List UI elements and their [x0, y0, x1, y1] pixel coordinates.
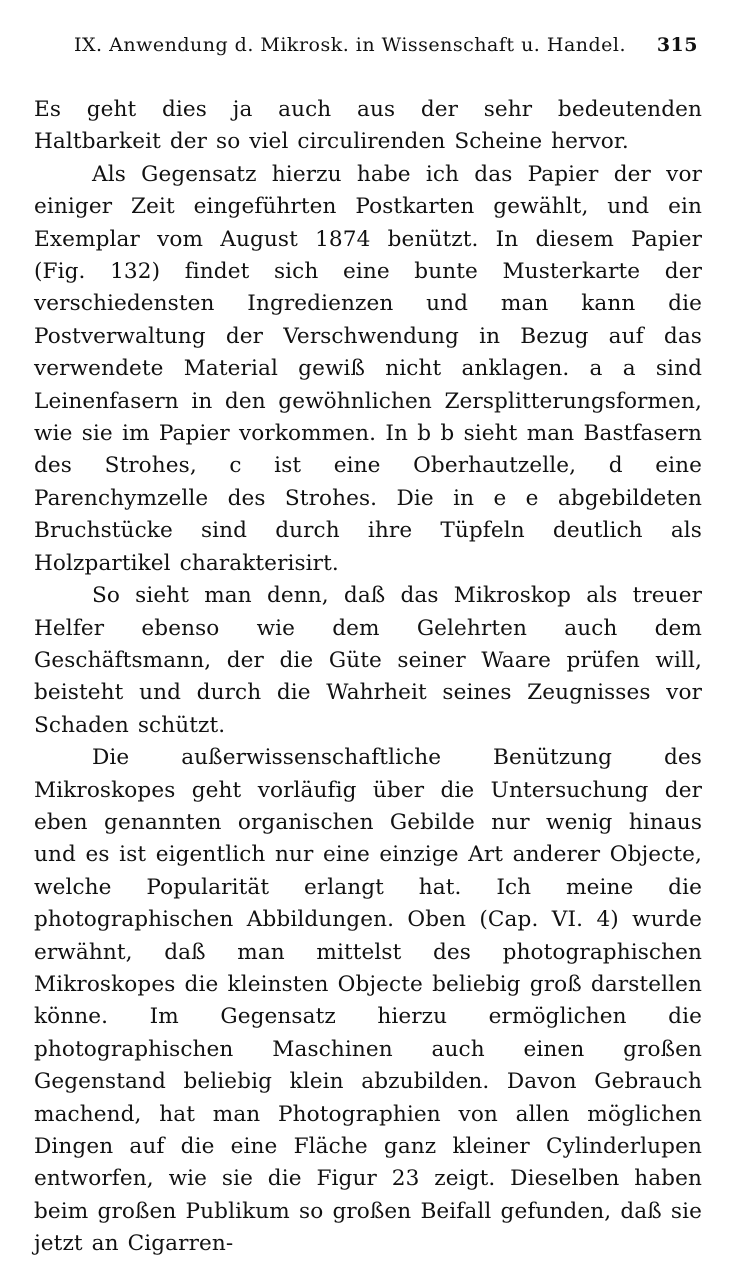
running-head	[34, 34, 702, 64]
paragraph-photographic-images: Die außerwissenschaftliche Benützung des Mikroskopes geht vorläufig über die Untersuchung der eben genannten organischen Gebilde nur wenig hinaus und es ist eigentlich nur eine einzige Art anderer Objecte, welche Popularität erlangt hat. Ich meine die photographischen Abbildungen. Oben (Cap. VI. 4) wurde erwähnt, daß man mittelst des photographischen Mikroskopes die kleinsten Objecte beliebig groß darstellen könne. Im Gegensatz hierzu ermöglichen die photographischen Maschinen auch einen großen Gegenstand beliebig klein abzubilden. Davon Gebrauch machend, hat man Photographien von allen möglichen Dingen auf die eine Fläche ganz kleiner Cylinderlupen entworfen, wie sie die Figur 23 zeigt. Dieselben haben beim großen Publikum so großen Beifall gefunden, daß sie jetzt an Cigarren-	[34, 745, 702, 1257]
paragraph-microscope-helper: So sieht man denn, daß das Mikroskop als treuer Helfer ebenso wie dem Gelehrten auch dem Geschäftsmann, der die Güte seiner Waare prüfen will, beisteht und durch die Wahrheit seines Zeugnisses vor Schaden schützt.	[34, 583, 702, 738]
body-text	[34, 94, 702, 1261]
paragraph-continuation: Es geht dies ja auch aus der sehr bedeutenden Haltbarkeit der so viel circulirenden Scheine hervor.	[34, 97, 702, 155]
paragraph-postcard-paper: Als Gegensatz hierzu habe ich das Papier der vor einiger Zeit eingeführten Postkarten gewählt, und ein Exemplar vom August 1874 benützt. In diesem Papier (Fig. 132) findet sich eine bunte Musterkarte der verschiedensten Ingredienzen und man kann die Postverwaltung der Verschwendung in Bezug auf das verwendete Material gewiß nicht anklagen. a a sind Leinenfasern in den gewöhnlichen Zersplitterungsformen, wie sie im Papier vorkommen. In b b sieht man Bastfasern des Strohes, c ist eine Oberhautzelle, d eine Parenchymzelle des Strohes. Die in e e abgebildeten Bruchstücke sind durch ihre Tüpfeln deutlich als Holzpartikel charakterisirt.	[34, 161, 702, 576]
page-number: 315	[656, 34, 698, 56]
running-title: IX. Anwendung d. Mikrosk. in Wissenschaft u. Handel.	[74, 34, 627, 56]
